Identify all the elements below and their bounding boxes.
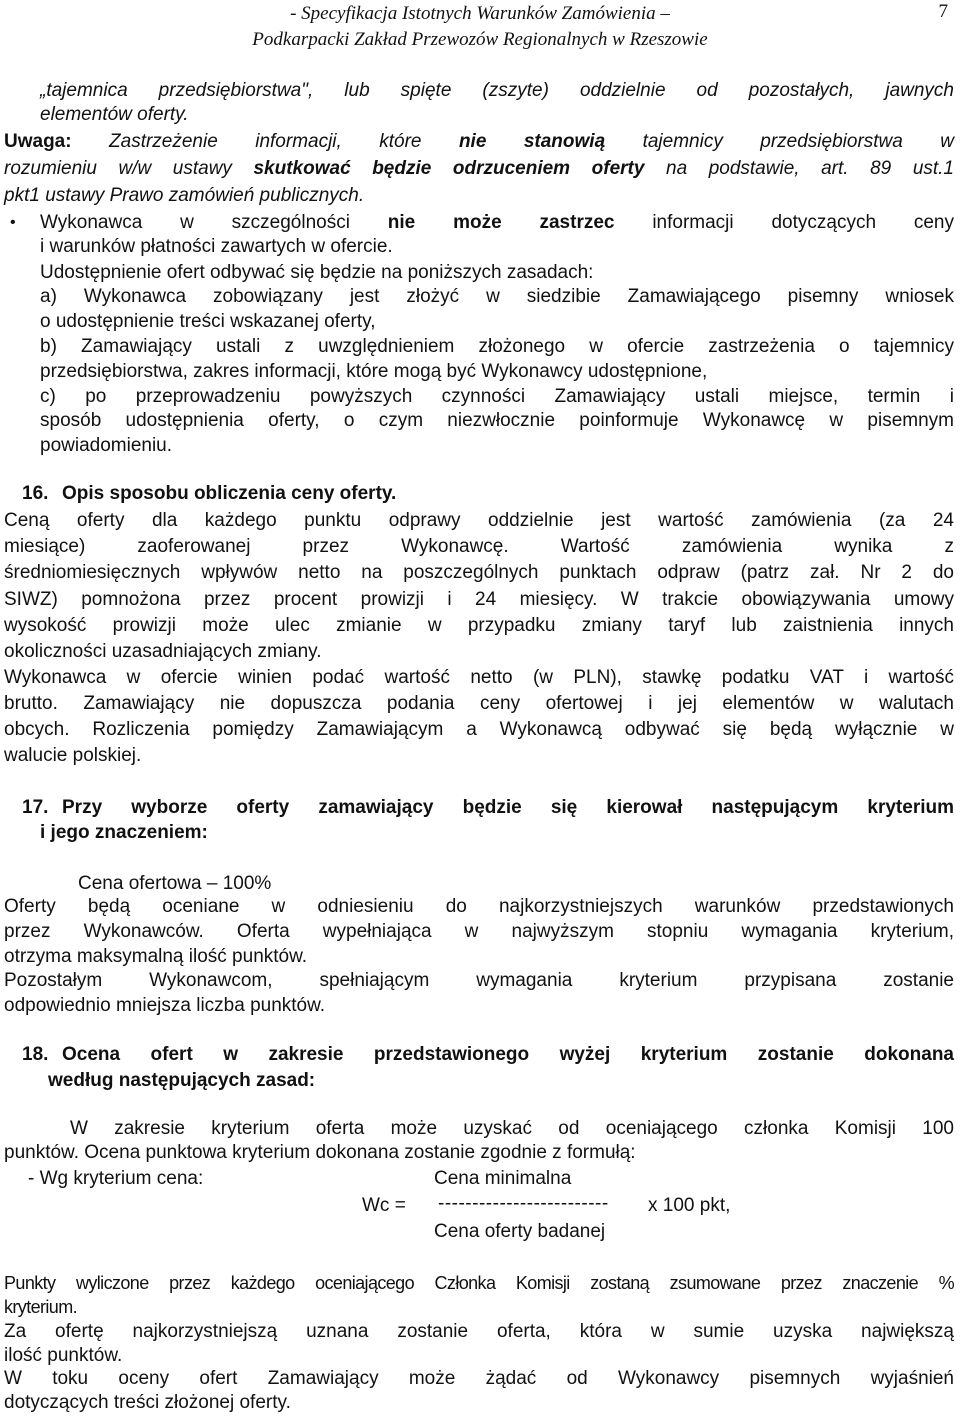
warning-text: Zastrzeżenie informacji, które xyxy=(71,131,459,152)
bullet-line xyxy=(40,211,954,235)
section-title: Przy wyborze oferty zamawiający będzie się kierował następującym kryterium xyxy=(62,797,954,818)
warning-text: na podstawie, art. 89 ust.1 xyxy=(644,158,955,179)
paragraph-line: Ceną oferty dla każdego punktu odprawy oddzielnie jest wartość zamówienia (za 24 xyxy=(4,510,954,531)
paragraph-line: okoliczności uzasadniających zmiany. xyxy=(4,641,322,662)
criterion-line: Cena ofertowa – 100% xyxy=(78,873,272,894)
section-title: Opis sposobu obliczenia ceny oferty. xyxy=(62,483,397,504)
warning-emphasis: nie stanowią xyxy=(458,131,606,152)
paragraph-line: sposób udostępnienia oferty, o czym niezwłocznie poinformuje Wykonawcę w pisemnym xyxy=(40,410,954,431)
paragraph-line: Punkty wyliczone przez każdego oceniającego Członka Komisji zostaną zsumowane przez znaczenie % xyxy=(4,1273,954,1293)
paragraph-line: Za ofertę najkorzystniejszą uznana zostanie oferta, która w sumie uzyska największą xyxy=(4,1321,954,1342)
paragraph-line: walucie polskiej. xyxy=(4,745,142,766)
section-number: 18. xyxy=(22,1044,49,1065)
formula-multiplier: x 100 pkt, xyxy=(648,1195,731,1216)
section-title: i jego znaczeniem: xyxy=(40,822,208,843)
warning-line xyxy=(4,157,954,181)
paragraph-line: dotyczących treści złożonej oferty. xyxy=(4,1392,291,1413)
paragraph-line: SIWZ) pomnożona przez procent prowizji i 24 miesięcy. W trakcie obowiązywania umowy xyxy=(4,589,954,610)
document-header-title: - Specyfikacja Istotnych Warunków Zamówienia – xyxy=(290,3,670,24)
paragraph-line: przez Wykonawców. Oferta wypełniająca w najwyższym stopniu wymagania kryterium, xyxy=(4,921,954,942)
paragraph-line: kryterium. xyxy=(4,1297,78,1317)
paragraph-line: Udostępnienie ofert odbywać się będzie na poniższych zasadach: xyxy=(40,262,594,283)
formula-fraction-line: ------------------------- xyxy=(438,1193,609,1214)
paragraph-line: przedsiębiorstwa, zakres informacji, które mogą być Wykonawcy udostępnione, xyxy=(40,361,708,382)
paragraph-line: powiadomieniu. xyxy=(40,435,173,456)
formula-numerator: Cena minimalna xyxy=(434,1168,572,1189)
paragraph-line: b) Zamawiający ustali z uwzględnieniem złożonego w ofercie zastrzeżenia o tajemnicy xyxy=(40,336,954,357)
paragraph-line: brutto. Zamawiający nie dopuszcza podania ceny ofertowej i jej elementów w walutach xyxy=(4,693,954,714)
bullet-icon: • xyxy=(10,214,16,231)
paragraph-line: średniomiesięcznych wpływów netto na poszczególnych punktach odpraw (patrz zał. Nr 2 do xyxy=(4,562,954,583)
warning-emphasis: skutkować będzie odrzuceniem oferty xyxy=(253,158,645,179)
paragraph-line: Oferty będą oceniane w odniesieniu do najkorzystniejszych warunków przedstawionych xyxy=(4,896,954,917)
formula-denominator: Cena oferty badanej xyxy=(434,1221,606,1242)
paragraph-line: „tajemnica przedsiębiorstwa", lub spięte (zszyte) oddzielnie od pozostałych, jawnych xyxy=(40,80,954,101)
paragraph-line: Pozostałym Wykonawcom, spełniającym wymagania kryterium przypisana zostanie xyxy=(4,970,954,991)
paragraph-line: ilość punktów. xyxy=(4,1345,123,1366)
paragraph-line: Wykonawca w ofercie winien podać wartość netto (w PLN), stawkę podatku VAT i wartość xyxy=(4,667,954,688)
document-header-company: Podkarpacki Zakład Przewozów Regionalnych w Rzeszowie xyxy=(252,29,708,50)
paragraph-line: obcych. Rozliczenia pomiędzy Zamawiającym a Wykonawcą odbywać się będą wyłącznie w xyxy=(4,719,954,740)
formula-wc: Wc = xyxy=(362,1195,406,1216)
warning-line: pkt1 ustawy Prawo zamówień publicznych. xyxy=(4,185,365,206)
page-number: 7 xyxy=(938,1,948,22)
paragraph-line: miesiące) zaoferowanej przez Wykonawcę. Wartość zamówienia wynika z xyxy=(4,536,954,557)
warning-text: tajemnicy przedsiębiorstwa w xyxy=(605,131,955,152)
bullet-line: i warunków płatności zawartych w ofercie. xyxy=(40,236,393,257)
paragraph-line: punktów. Ocena punktowa kryterium dokonana zostanie zgodnie z formułą: xyxy=(4,1142,636,1163)
paragraph-line: W toku oceny ofert Zamawiający może żądać od Wykonawcy pisemnych wyjaśnień xyxy=(4,1368,954,1389)
paragraph-line: c) po przeprowadzeniu powyższych czynności Zamawiający ustali miejsce, termin i xyxy=(40,386,954,407)
bullet-text: informacji dotyczących ceny xyxy=(614,212,954,233)
section-title: według następujących zasad: xyxy=(48,1070,316,1091)
paragraph-line: a) Wykonawca zobowiązany jest złożyć w siedzibie Zamawiającego pisemny wniosek xyxy=(40,286,954,307)
bullet-emphasis: nie może zastrzec xyxy=(387,212,615,233)
paragraph-line: odpowiednio mniejsza liczba punktów. xyxy=(4,995,326,1016)
warning-label: Uwaga: xyxy=(4,131,72,152)
section-number: 17. xyxy=(22,797,49,818)
bullet-text: Wykonawca w szczególności xyxy=(40,212,388,233)
formula-label: - Wg kryterium cena: xyxy=(28,1168,204,1189)
paragraph-line: W zakresie kryterium oferta może uzyskać od oceniającego członka Komisji 100 xyxy=(70,1118,954,1139)
paragraph-line: o udostępnienie treści wskazanej oferty, xyxy=(40,311,376,332)
section-number: 16. xyxy=(22,483,49,504)
warning-text: rozumieniu w/w ustawy xyxy=(4,158,254,179)
paragraph-line: wysokość prowizji może ulec zmianie w przypadku zmiany taryf lub zaistnienia innych xyxy=(4,615,954,636)
section-title: Ocena ofert w zakresie przedstawionego wyżej kryterium zostanie dokonana xyxy=(62,1044,954,1065)
warning-line xyxy=(4,130,954,154)
paragraph-line: elementów oferty. xyxy=(40,104,189,125)
paragraph-line: otrzyma maksymalną ilość punktów. xyxy=(4,946,308,967)
